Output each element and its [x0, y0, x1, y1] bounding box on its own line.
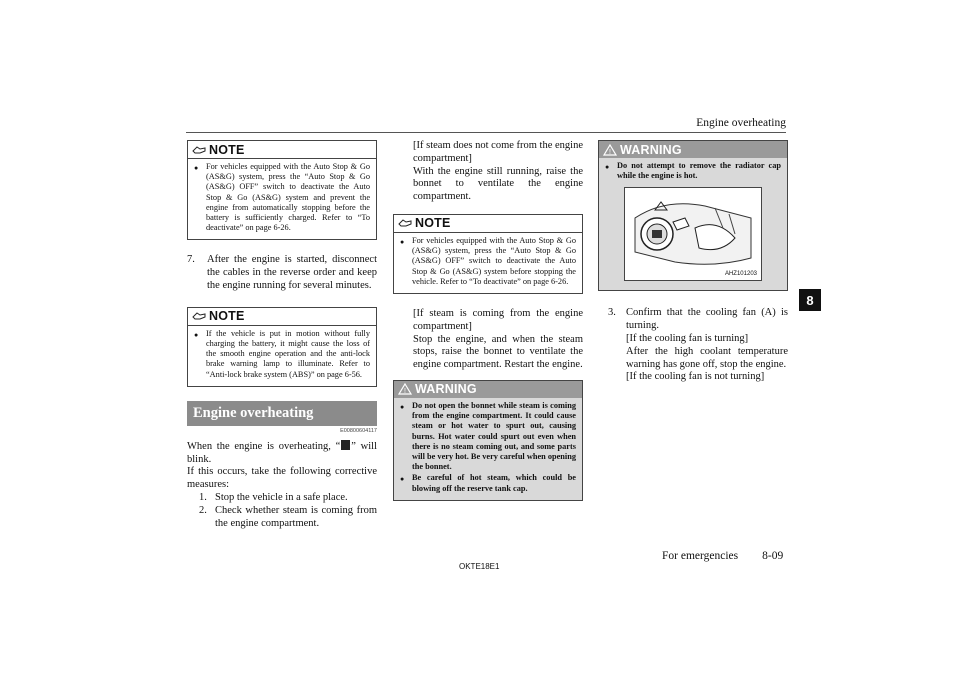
body-text: After the high coolant temperature warning has gone off, stop the engine. — [626, 345, 788, 370]
document-code: OKTE18E1 — [459, 562, 500, 571]
header-rule — [186, 132, 786, 133]
svg-text:!: ! — [609, 148, 611, 156]
temperature-warning-lamp-icon — [341, 440, 350, 450]
note-item: ● For vehicles equipped with the Auto Stop & Go (AS&G) system, press the “Auto Stop & Go (AS&G) OFF” switch to deactivate the Auto Stop & Go (AS&G) system and prevent the engine from automatically stopping before the battery is sufficiently charged. Refer to “To deactivate” on page 6-26. — [194, 162, 370, 233]
note-item: ● If the vehicle is put in motion without fully charging the battery, it might cause the loss of the smooth engine operation and the anti-lock brake warning lamp to illuminate. Refer to “Anti-lock brake system (ABS)” on page 6-56. — [194, 328, 370, 379]
warning-item: ● Be careful of hot steam, which could be blowing off the reserve tank cap. — [400, 473, 576, 493]
warning-triangle-icon — [398, 383, 412, 395]
column-1 — [187, 140, 377, 530]
running-header: Engine overheating — [696, 117, 786, 129]
chapter-tab: 8 — [799, 289, 821, 311]
note-box — [393, 214, 583, 294]
condition-label: [If steam does not come from the engine compartment] — [413, 140, 583, 164]
bullet-icon: ● — [400, 237, 405, 246]
note-header — [394, 215, 582, 233]
radiator-cap-illustration-icon — [625, 188, 761, 280]
warning-header — [394, 381, 582, 398]
warning-title: WARNING — [415, 382, 477, 397]
warning-header — [599, 141, 787, 158]
chapter-name: For emergencies — [662, 550, 739, 562]
note-title: NOTE — [209, 142, 245, 157]
condition-label: [If the cooling fan is not turning] — [626, 371, 765, 383]
note-hand-icon — [192, 145, 206, 155]
condition-label: [If the cooling fan is turning] — [626, 333, 749, 344]
bullet-icon: ● — [194, 164, 199, 172]
note-hand-icon — [192, 311, 206, 321]
body-text: With the engine still running, raise the bonnet to ventilate the engine compartment. — [413, 165, 583, 203]
step-7: 7. After the engine is started, disconnect the cables in the reverse order and keep the engine running for several minutes. — [187, 254, 377, 292]
svg-text:!: ! — [404, 388, 406, 396]
warning-box — [393, 380, 583, 501]
figure-code: AHZ101203 — [724, 271, 757, 278]
note-item: ● For vehicles equipped with the Auto Stop & Go (AS&G) system, press the “Auto Stop & Go (AS&G) OFF” switch to deactivate the Auto Stop & Go (AS&G) system before stopping the vehicle. Refer to “To deactivate” on page 6-26. — [400, 235, 576, 286]
warning-item: ● Do not attempt to remove the radiator cap while the engine is hot. — [605, 161, 781, 181]
condition-label: [If steam is coming from the engine compartment] — [413, 308, 583, 332]
warning-title: WARNING — [620, 142, 682, 157]
note-hand-icon — [398, 218, 412, 228]
section-id: E00800604117 — [340, 427, 377, 434]
bullet-icon: ● — [400, 475, 405, 484]
step-1: 1. Stop the vehicle in a safe place. — [199, 492, 348, 504]
note-header — [188, 141, 376, 159]
step-2: 2. Check whether steam is coming from the engine compartment. — [199, 504, 377, 529]
bullet-icon: ● — [400, 402, 405, 411]
note-title: NOTE — [209, 309, 245, 324]
column-3 — [598, 140, 788, 384]
intro-text-2: If this occurs, take the following corrective measures: — [187, 466, 377, 491]
radiator-cap-figure — [624, 187, 762, 281]
note-header — [188, 308, 376, 326]
column-2 — [393, 140, 583, 509]
bullet-icon: ● — [605, 163, 610, 171]
bullet-icon: ● — [194, 330, 199, 339]
note-box — [187, 140, 377, 240]
page-footer — [662, 550, 783, 562]
note-box — [187, 307, 377, 387]
page-number: 8-09 — [762, 550, 784, 562]
intro-text: When the engine is overheating, “ ” will blink. — [187, 440, 377, 465]
step-3: 3. Confirm that the cooling fan (A) is turning. — [608, 307, 788, 332]
note-title: NOTE — [415, 216, 451, 231]
warning-item: ● Do not open the bonnet while steam is coming from the engine compartment. It could cause steam or hot water to spurt out, causing burns. Hot water could spurt out even when there is no steam coming out, and some parts will be very hot. Be very careful when opening the bonnet. — [400, 400, 576, 472]
warning-box — [598, 140, 788, 291]
section-title: Engine overheating — [187, 401, 377, 426]
body-text: Stop the engine, and when the steam stops, raise the bonnet to ventilate the engine compartment. Restart the engine. — [413, 333, 583, 371]
warning-triangle-icon — [603, 144, 617, 156]
